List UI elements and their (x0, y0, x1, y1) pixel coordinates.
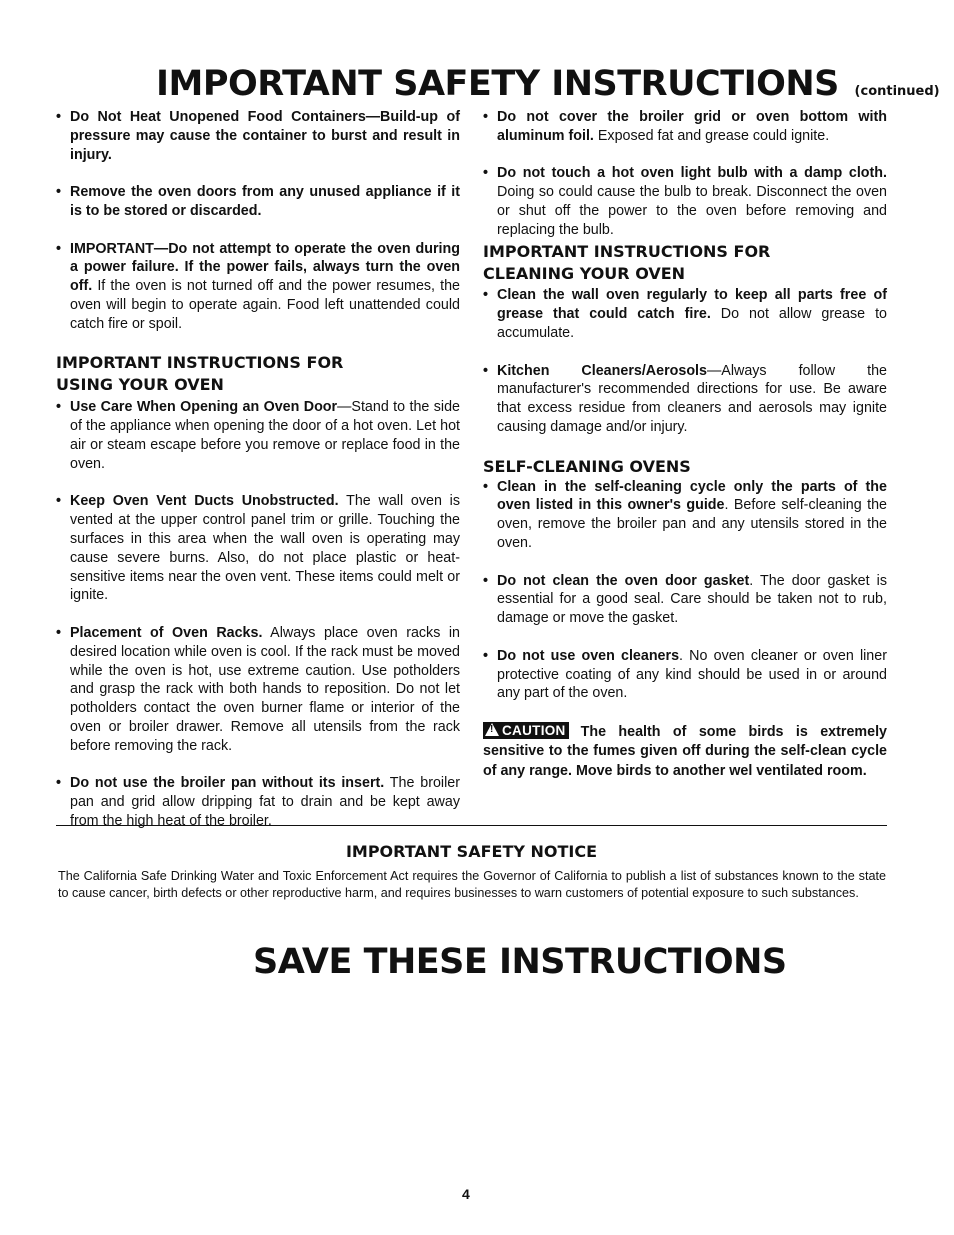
warning-icon: ! (485, 723, 499, 736)
caution-label: CAUTION (502, 722, 566, 738)
bullet-lead: Keep Oven Vent Ducts Unobstructed. (70, 493, 339, 510)
title-continued: (continued) (854, 84, 940, 99)
bullet-item (56, 492, 460, 605)
bullet-item (56, 108, 460, 164)
bullet-item (483, 647, 887, 703)
left-bullets-top (56, 108, 460, 334)
bullet-text: Do not allow grease to accumulate. (497, 306, 888, 341)
bullet-lead: Clean in the self-cleaning cycle only the parts of the oven listed in this owner's guide (497, 478, 887, 514)
bullet-lead: Use Care When Opening an Oven Door (70, 399, 338, 416)
page-title (156, 62, 940, 114)
heading-using-oven: IMPORTANT INSTRUCTIONS FOR USING YOUR OVEN (56, 353, 344, 395)
right-column (483, 108, 887, 781)
notice-body: The California Safe Drinking Water and Toxic Enforcement Act requires the Governor of California to publish a list of substances known to the state to cause cancer, birth defects or other reproductive harm, and requires businesses to warn customers of potential exposure to such substances. (58, 869, 886, 901)
bullet-item (56, 240, 460, 334)
right-bullets-top (483, 108, 887, 240)
caution-text: The health of some birds is extremely sensitive to the fumes given off during the self-clean cycle of any range. Move birds to another wel ventilated room. (483, 723, 887, 779)
caution-badge (483, 722, 569, 739)
bullet-text: If the oven is not turned off and the power resumes, the oven will begin to operate again. Food left unattended could catch fire or spoil. (70, 278, 460, 332)
bullet-item (56, 398, 460, 473)
bullet-item (56, 183, 460, 221)
save-instructions-title: SAVE THESE INSTRUCTIONS (253, 942, 787, 982)
bullet-lead: IMPORTANT—Do not attempt to operate the oven during a power failure. If the power fails, always turn the oven off. (70, 240, 460, 295)
left-bullets-using (56, 398, 460, 830)
bullet-lead: Do not touch a hot oven light bulb with a damp cloth. (497, 165, 887, 182)
bullet-text: Always place oven racks in desired location while oven is cool. If the rack must be moved while the oven is hot, use extreme caution. Use potholders and grasp the rack with both hands to reposition. Do not let potholders contact the oven burner flame or interior of the oven or broiler drawer. Remove all utensils from the rack before removing the rack. (70, 624, 460, 754)
right-bullets-self (483, 478, 887, 704)
caution-paragraph (483, 722, 887, 782)
bullet-lead: Do Not Heat Unopened Food Containers—Build-up of pressure may cause the container to burst and result in injury. (70, 109, 460, 163)
bullet-lead: Do not use the broiler pan without its insert. (70, 775, 385, 792)
bullet-text: The broiler pan and grid allow dripping fat to drain and be kept away from the high heat of the broiler. (70, 775, 460, 829)
bullet-item (483, 478, 887, 553)
title-text: IMPORTANT SAFETY INSTRUCTIONS (156, 64, 839, 104)
bullet-text: Exposed fat and grease could ignite. (593, 127, 830, 144)
bullet-item (483, 572, 887, 628)
notice-title: IMPORTANT SAFETY NOTICE (345, 842, 598, 861)
bullet-item (56, 624, 460, 756)
heading-self-cleaning: SELF-CLEANING OVENS (483, 456, 691, 476)
heading-cleaning-oven: IMPORTANT INSTRUCTIONS FOR CLEANING YOUR OVEN (483, 242, 771, 284)
bullet-text: . No oven cleaner or oven liner protective coating of any kind should be used in or around any part of the oven. (497, 647, 887, 702)
page-number: 4 (462, 1186, 470, 1202)
bullet-item (483, 108, 887, 146)
bullet-text: Doing so could cause the bulb to break. Disconnect the oven or shut off the power to the oven before removing and replacing the bulb. (497, 184, 887, 238)
left-column (56, 108, 460, 849)
bullet-lead: Remove the oven doors from any unused appliance if it is to be stored or discarded. (70, 184, 460, 219)
bullet-text: —Always follow the manufacturer's recommended directions for use. Be aware that excess residue from cleaners and aerosols may ignite causing damage and/or injury. (497, 362, 887, 435)
bullet-text: . The door gasket is essential for a good seal. Care should be taken not to rub, damage or move the gasket. (497, 572, 887, 627)
bullet-item (483, 164, 887, 239)
bullet-text: —Stand to the side of the appliance when opening the door of a hot oven. Let hot air or steam escape before you remove or replace food in the oven. (70, 399, 460, 472)
bullet-lead: Do not cover the broiler grid or oven bottom with aluminum foil. (497, 109, 887, 144)
bullet-text: . Before self-cleaning the oven, remove the broiler pan and any utensils stored in the oven. (497, 497, 887, 551)
bullet-lead: Placement of Oven Racks. (70, 624, 263, 641)
bullet-lead: Kitchen Cleaners/Aerosols (497, 362, 707, 379)
bullet-lead: Do not clean the oven door gasket (497, 572, 750, 589)
bullet-lead: Clean the wall oven regularly to keep all parts free of grease that could catch fire. (497, 287, 887, 323)
bullet-item (483, 286, 887, 342)
right-bullets-cleaning (483, 286, 887, 436)
bullet-item (483, 362, 887, 437)
divider-rule (56, 825, 887, 826)
bullet-item (56, 774, 460, 830)
bullet-lead: Do not use oven cleaners (497, 647, 680, 664)
bullet-text: The wall oven is vented at the upper control panel trim or grille. Touching the surfaces in this area when the wall oven is operating may cause severe burns. Also, do not place plastic or heat-sensitive items near the oven vent. These items could melt or ignite. (70, 493, 460, 604)
